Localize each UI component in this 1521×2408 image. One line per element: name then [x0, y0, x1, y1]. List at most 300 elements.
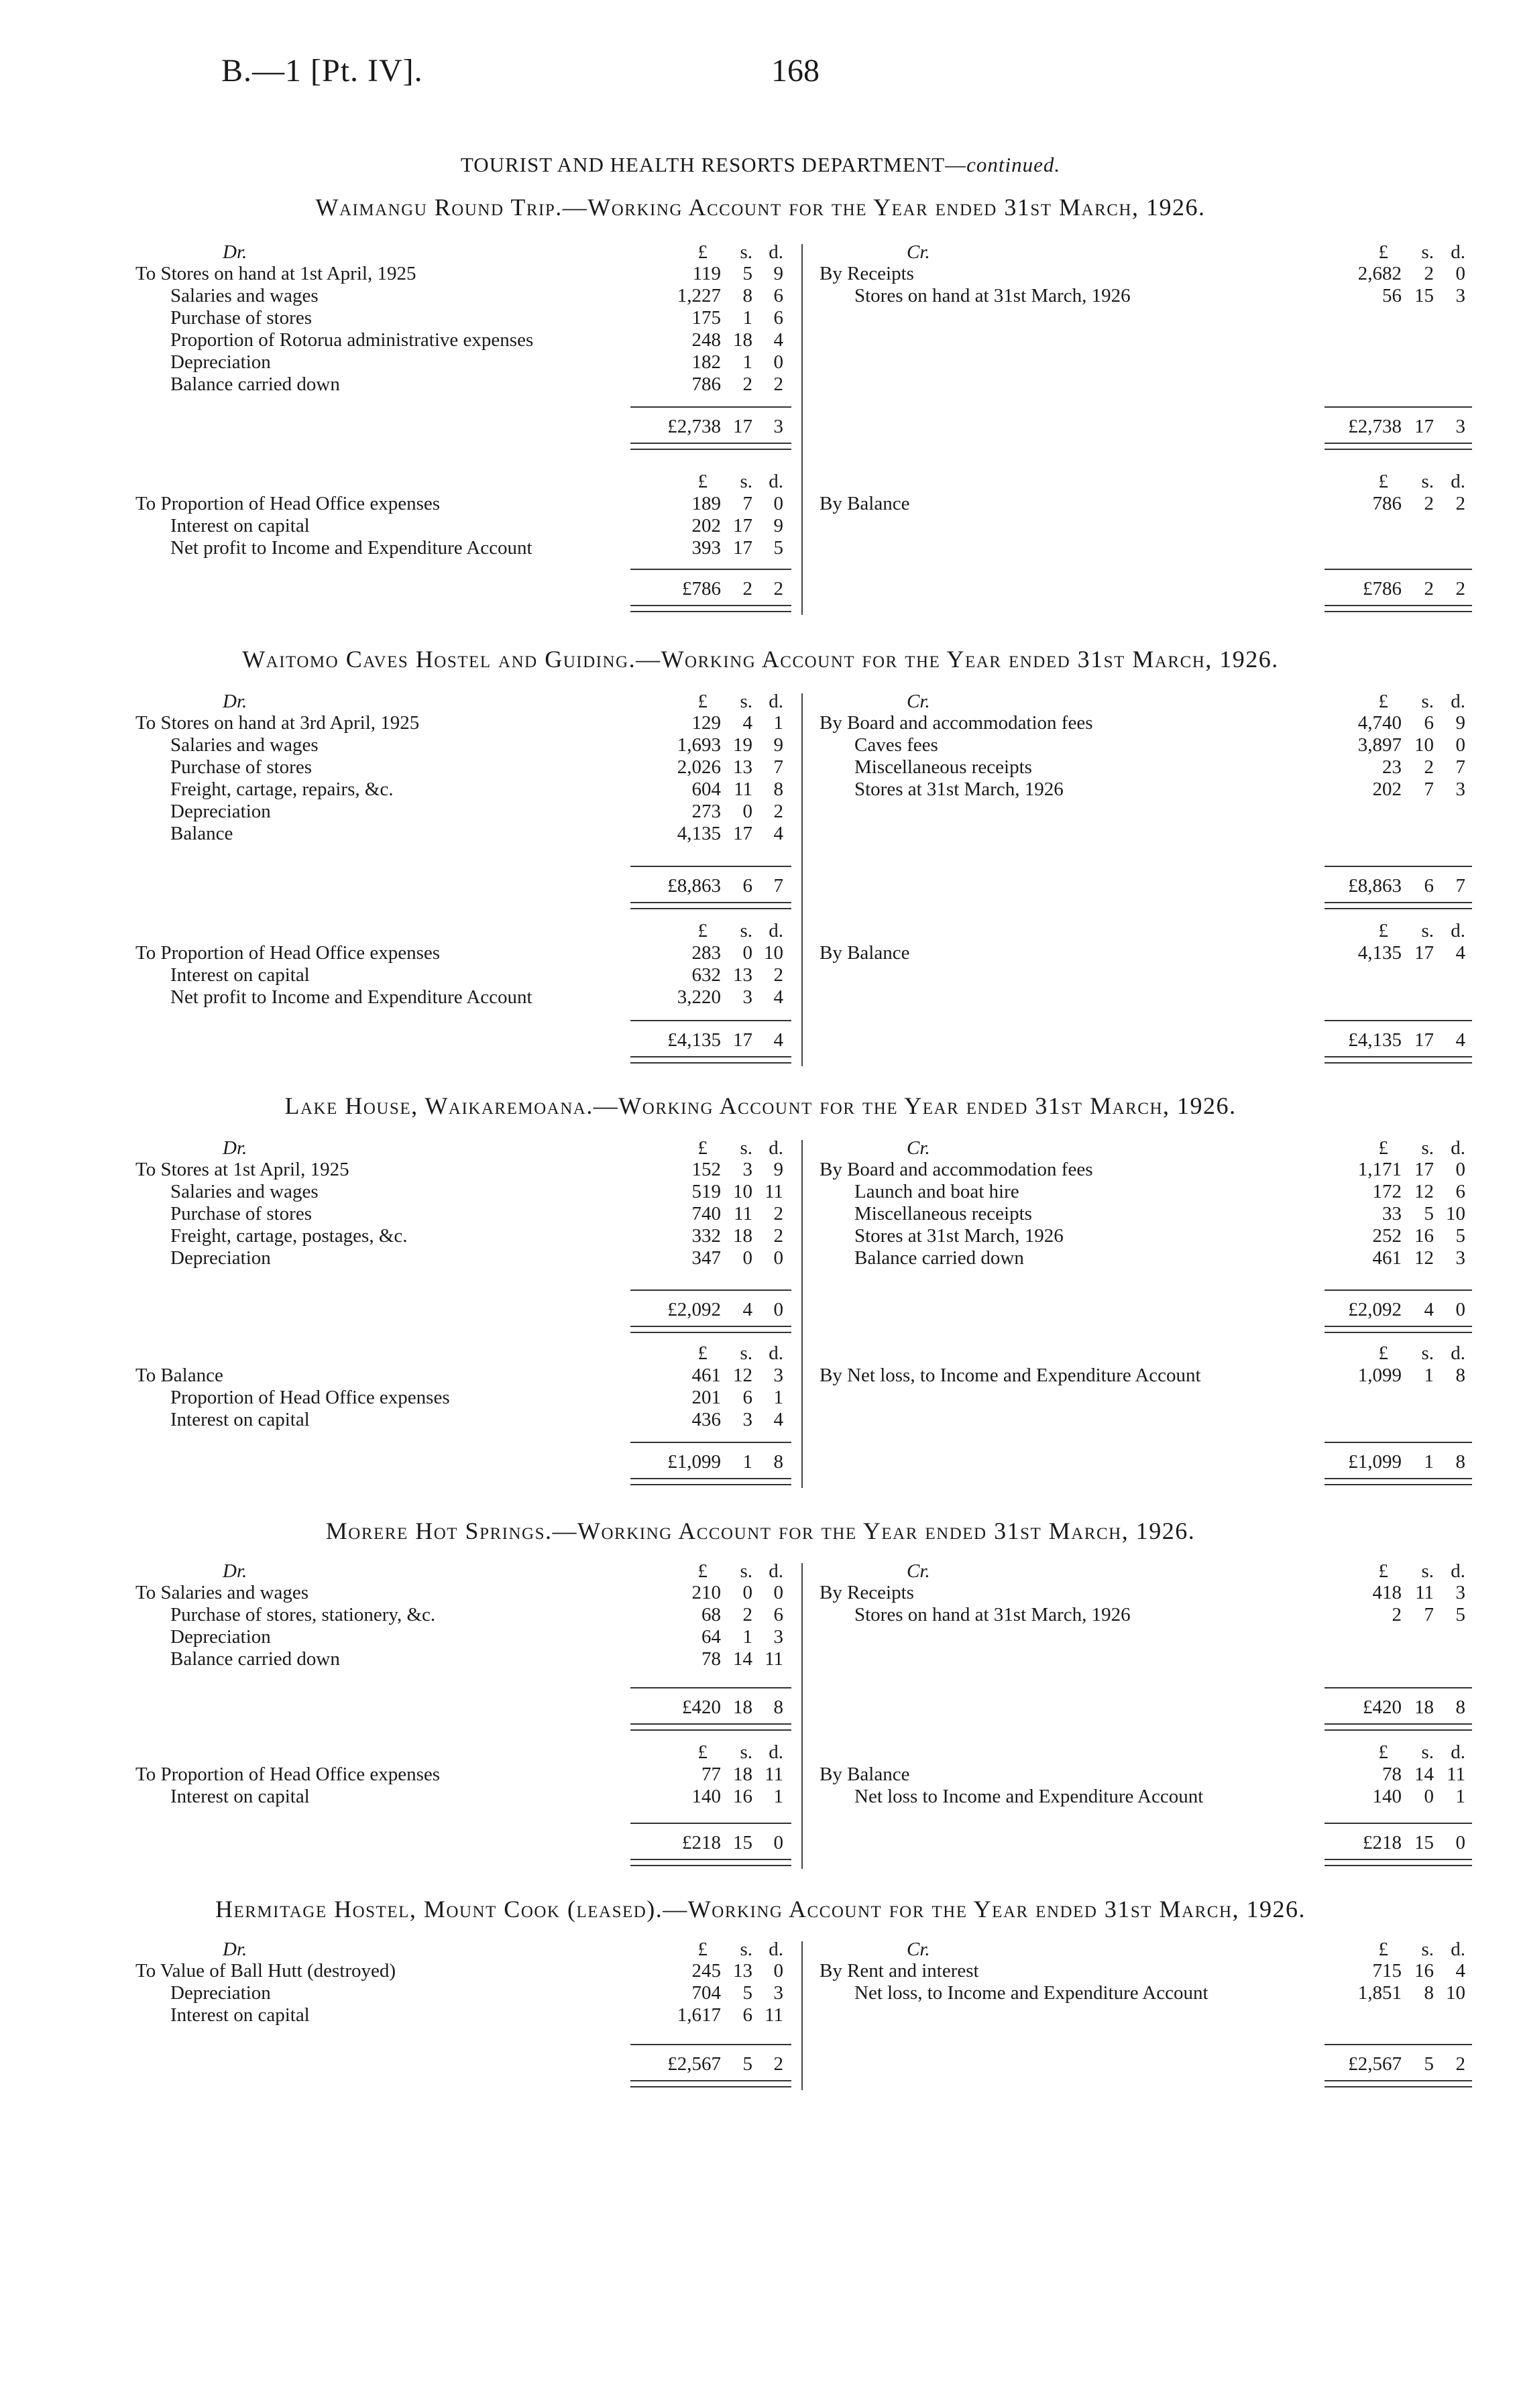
total-shillings: 5 — [742, 2053, 752, 2075]
pence-value: 10 — [1446, 1203, 1465, 1224]
debit-entry — [135, 1409, 783, 1431]
total-row — [0, 1832, 1521, 1854]
debit-entry — [135, 263, 783, 285]
pounds-value: 2 — [1392, 1604, 1402, 1625]
shillings-value: 13 — [733, 964, 752, 986]
total-rule — [630, 406, 791, 408]
entry-label: Salaries and wages — [170, 1181, 319, 1202]
department-continued: continued. — [966, 153, 1061, 176]
pounds-value: 64 — [701, 1626, 721, 1648]
debit-entry — [135, 1604, 783, 1626]
debit-entry — [135, 1203, 783, 1225]
account-title: Lake House, Waikaremoana.—Working Account for the Year ended 31st March, 1926. — [284, 1092, 1237, 1119]
total-pence: 2 — [773, 578, 783, 599]
double-rule — [630, 1478, 791, 1485]
debit-heading: Dr. — [223, 1560, 247, 1582]
debit-entry — [135, 964, 783, 986]
entry-label: Miscellaneous receipts — [854, 1203, 1032, 1224]
shillings-value: 12 — [733, 1365, 752, 1386]
pence-value: 3 — [1455, 1247, 1465, 1269]
shillings-value: 14 — [733, 1648, 752, 1670]
total-shillings: 1 — [742, 1451, 752, 1473]
total-rule — [1325, 1442, 1472, 1443]
column-headers — [820, 1939, 1465, 1961]
column-headers — [135, 1741, 783, 1764]
pence-value: 0 — [773, 493, 783, 514]
credit-entry — [820, 1159, 1465, 1181]
pence-column-head: d. — [1451, 1137, 1465, 1159]
pence-value: 5 — [1455, 1225, 1465, 1247]
credit-entry — [820, 1582, 1465, 1604]
debit-heading: Dr. — [223, 691, 247, 712]
double-rule — [1325, 1723, 1472, 1731]
debit-entry — [135, 756, 783, 779]
total-pence: 0 — [773, 1299, 783, 1320]
pounds-value: 119 — [692, 263, 721, 284]
pence-value: 2 — [773, 1225, 783, 1247]
shillings-value: 17 — [1414, 1159, 1434, 1180]
credit-entry — [820, 1960, 1465, 1982]
debit-entry — [135, 1387, 783, 1409]
total-pounds: £2,092 — [667, 1299, 721, 1320]
pound-column-head: £ — [1378, 1741, 1388, 1763]
debit-entry — [135, 712, 783, 734]
total-pounds: £218 — [1363, 1832, 1402, 1853]
shillings-value: 0 — [742, 942, 752, 964]
entry-label: To Stores at 1st April, 1925 — [135, 1159, 349, 1180]
column-headers — [135, 691, 783, 713]
entry-label: Salaries and wages — [170, 285, 319, 306]
pence-value: 2 — [773, 1203, 783, 1224]
credit-entry — [820, 1365, 1465, 1387]
shillings-value: 13 — [733, 1960, 752, 1982]
shilling-column-head: s. — [1421, 241, 1434, 263]
total-rule — [1325, 1020, 1472, 1021]
pounds-value: 283 — [691, 942, 721, 964]
pound-column-head: £ — [697, 1939, 708, 1960]
debit-entry — [135, 1181, 783, 1203]
shilling-column-head: s. — [1421, 1560, 1434, 1582]
total-pounds: £8,863 — [1348, 875, 1402, 897]
shillings-value: 17 — [733, 537, 752, 559]
shillings-value: 4 — [742, 712, 752, 734]
double-rule — [630, 1056, 791, 1064]
debit-heading: Dr. — [223, 1137, 247, 1159]
shillings-value: 11 — [734, 779, 752, 800]
pence-value: 3 — [773, 1982, 783, 2004]
shillings-value: 3 — [742, 1409, 752, 1430]
entry-label: By Balance — [820, 1764, 910, 1785]
entry-label: Purchase of stores — [170, 756, 313, 778]
pounds-value: 332 — [691, 1225, 721, 1247]
shillings-value: 6 — [742, 1387, 752, 1408]
shillings-value: 1 — [1424, 1365, 1434, 1386]
shillings-value: 0 — [742, 1582, 752, 1603]
debit-entry — [135, 942, 783, 964]
total-rule — [1325, 866, 1472, 867]
total-shillings: 2 — [742, 578, 752, 599]
total-shillings: 5 — [1424, 2053, 1434, 2075]
total-rule — [1325, 569, 1472, 570]
column-headers — [820, 920, 1465, 942]
entry-label: To Stores on hand at 1st April, 1925 — [135, 263, 416, 284]
department-heading — [0, 153, 1521, 177]
pound-column-head: £ — [697, 241, 708, 263]
pounds-value: 461 — [1372, 1247, 1402, 1269]
pounds-value: 189 — [691, 493, 721, 514]
pounds-value: 347 — [691, 1247, 721, 1269]
debit-entry — [135, 779, 783, 801]
pounds-value: 129 — [691, 712, 721, 734]
pence-value: 1 — [773, 1387, 783, 1408]
credit-entry — [820, 1786, 1465, 1808]
total-pence: 3 — [1455, 416, 1465, 437]
shillings-value: 7 — [1424, 779, 1434, 800]
pounds-value: 140 — [691, 1786, 721, 1807]
entry-label: Stores at 31st March, 1926 — [854, 779, 1064, 800]
shillings-value: 16 — [1414, 1225, 1434, 1247]
credit-entry — [820, 779, 1465, 801]
pence-column-head: d. — [1451, 1342, 1465, 1364]
total-pounds: £8,863 — [667, 875, 721, 897]
debit-entry — [135, 2004, 783, 2026]
pound-column-head: £ — [1378, 1939, 1388, 1960]
entry-label: To Salaries and wages — [135, 1582, 309, 1603]
total-rule — [1325, 2044, 1472, 2045]
pence-value: 1 — [773, 1786, 783, 1807]
credit-entry — [820, 1247, 1465, 1269]
pound-column-head: £ — [697, 471, 708, 492]
pounds-value: 248 — [691, 329, 721, 351]
pounds-value: 2,682 — [1357, 263, 1402, 284]
total-pounds: £2,567 — [1348, 2053, 1402, 2075]
shillings-value: 8 — [742, 285, 752, 306]
pence-column-head: d. — [769, 1137, 783, 1159]
total-rule — [1325, 406, 1472, 408]
entry-label: Interest on capital — [170, 515, 310, 536]
credit-entry — [820, 734, 1465, 756]
credit-entry — [820, 1225, 1465, 1247]
pounds-value: 56 — [1382, 285, 1402, 306]
total-pence: 8 — [1455, 1697, 1465, 1718]
total-rule — [630, 1442, 791, 1443]
entry-label: Net profit to Income and Expenditure Account — [170, 537, 532, 559]
pounds-value: 202 — [1372, 779, 1402, 800]
shillings-value: 17 — [733, 515, 752, 536]
entry-label: By Balance — [820, 493, 910, 514]
shillings-value: 1 — [742, 351, 752, 373]
debit-entry — [135, 1159, 783, 1181]
pence-value: 3 — [1455, 285, 1465, 306]
entry-label: Net loss, to Income and Expenditure Account — [854, 1982, 1208, 2004]
pence-column-head: d. — [769, 920, 783, 941]
total-rule — [630, 1020, 791, 1021]
total-pounds: £420 — [682, 1697, 721, 1718]
total-pence: 0 — [1455, 1832, 1465, 1853]
pounds-value: 786 — [691, 374, 721, 395]
pence-value: 4 — [773, 986, 783, 1008]
pence-value: 0 — [1455, 1159, 1465, 1180]
total-shillings: 17 — [1414, 1029, 1434, 1051]
entry-label: Salaries and wages — [170, 734, 319, 756]
pounds-value: 77 — [701, 1764, 721, 1785]
debit-entry — [135, 351, 783, 374]
pence-value: 2 — [773, 801, 783, 822]
shillings-value: 2 — [742, 374, 752, 395]
total-shillings: 17 — [733, 416, 752, 437]
debit-entry — [135, 515, 783, 537]
total-rule — [630, 1289, 791, 1291]
pence-column-head: d. — [1451, 471, 1465, 492]
account-title: Waimangu Round Trip.—Working Account for the Year ended 31st March, 1926. — [315, 194, 1206, 221]
entry-label: Purchase of stores, stationery, &c. — [170, 1604, 436, 1625]
pounds-value: 632 — [691, 964, 721, 986]
pence-value: 1 — [773, 712, 783, 734]
shilling-column-head: s. — [740, 691, 752, 712]
total-pence: 2 — [1455, 2053, 1465, 2075]
pence-column-head: d. — [1451, 1741, 1465, 1763]
shillings-value: 5 — [742, 1982, 752, 2004]
debit-entry — [135, 734, 783, 756]
pounds-value: 182 — [691, 351, 721, 373]
shillings-value: 1 — [742, 307, 752, 329]
pence-value: 6 — [773, 285, 783, 306]
pounds-value: 175 — [691, 307, 721, 329]
entry-label: To Proportion of Head Office expenses — [135, 942, 441, 964]
document-reference: B.—1 [Pt. IV]. — [221, 53, 423, 89]
pounds-value: 461 — [691, 1365, 721, 1386]
column-headers — [135, 1342, 783, 1365]
total-pence: 2 — [1455, 578, 1465, 599]
entry-label: Depreciation — [170, 1626, 271, 1648]
debit-heading: Dr. — [223, 241, 247, 263]
total-shillings: 17 — [1414, 416, 1434, 437]
entry-label: To Proportion of Head Office expenses — [135, 493, 441, 514]
credit-entry — [820, 493, 1465, 515]
shillings-value: 16 — [733, 1786, 752, 1807]
pence-value: 2 — [773, 374, 783, 395]
shillings-value: 7 — [1424, 1604, 1434, 1625]
pence-value: 2 — [773, 964, 783, 986]
pounds-value: 418 — [1372, 1582, 1402, 1603]
total-shillings: 4 — [1424, 1299, 1434, 1320]
total-pence: 4 — [1455, 1029, 1465, 1051]
total-shillings: 15 — [733, 1832, 752, 1853]
pounds-value: 436 — [691, 1409, 721, 1430]
double-rule — [630, 1326, 791, 1333]
pence-value: 11 — [765, 2004, 783, 2026]
pounds-value: 3,220 — [677, 986, 721, 1008]
entry-label: Interest on capital — [170, 2004, 310, 2026]
shilling-column-head: s. — [740, 1560, 752, 1582]
shilling-column-head: s. — [740, 471, 752, 492]
debit-entry — [135, 285, 783, 307]
double-rule — [1325, 902, 1472, 909]
shilling-column-head: s. — [740, 1137, 752, 1159]
pence-value: 3 — [773, 1626, 783, 1648]
pence-value: 9 — [773, 734, 783, 756]
pounds-value: 1,099 — [1357, 1365, 1402, 1386]
pence-column-head: d. — [769, 691, 783, 712]
entry-label: To Value of Ball Hutt (destroyed) — [135, 1960, 396, 1982]
credit-heading: Cr. — [907, 1560, 930, 1582]
total-pounds: £2,738 — [1348, 416, 1402, 437]
pounds-value: 23 — [1382, 756, 1402, 778]
column-divider — [801, 1563, 803, 1869]
entry-label: Interest on capital — [170, 1409, 310, 1430]
shillings-value: 8 — [1424, 1982, 1434, 2004]
total-rule — [630, 866, 791, 867]
pence-value: 9 — [773, 263, 783, 284]
debit-entry — [135, 1365, 783, 1387]
entry-label: By Net loss, to Income and Expenditure Account — [820, 1365, 1201, 1386]
pounds-value: 704 — [691, 1982, 721, 2004]
shillings-value: 17 — [733, 823, 752, 844]
shilling-column-head: s. — [1421, 1342, 1434, 1364]
pence-value: 11 — [765, 1648, 783, 1670]
total-pence: 7 — [1455, 875, 1465, 897]
pence-column-head: d. — [1451, 1560, 1465, 1582]
entry-label: By Rent and interest — [820, 1960, 979, 1982]
pounds-value: 1,693 — [677, 734, 721, 756]
entry-label: Net loss to Income and Expenditure Account — [854, 1786, 1204, 1807]
entry-label: To Stores on hand at 3rd April, 1925 — [135, 712, 420, 734]
pound-column-head: £ — [1378, 1560, 1388, 1582]
pence-value: 4 — [773, 329, 783, 351]
shillings-value: 19 — [733, 734, 752, 756]
credit-heading: Cr. — [907, 1939, 930, 1960]
pence-value: 6 — [1455, 1181, 1465, 1202]
pence-value: 0 — [773, 1582, 783, 1603]
total-shillings: 4 — [742, 1299, 752, 1320]
pounds-value: 252 — [1372, 1225, 1402, 1247]
shillings-value: 2 — [1424, 756, 1434, 778]
pence-column-head: d. — [769, 1741, 783, 1763]
total-pence: 0 — [1455, 1299, 1465, 1320]
pounds-value: 4,740 — [1357, 712, 1402, 734]
column-divider — [801, 244, 803, 615]
shillings-value: 6 — [742, 2004, 752, 2026]
double-rule — [630, 605, 791, 612]
shillings-value: 7 — [742, 493, 752, 514]
total-pence: 7 — [773, 875, 783, 897]
pounds-value: 1,851 — [1357, 1982, 1402, 2004]
pence-value: 3 — [773, 1365, 783, 1386]
entry-label: Purchase of stores — [170, 1203, 313, 1224]
entry-label: Depreciation — [170, 1982, 271, 2004]
pence-value: 0 — [773, 1960, 783, 1982]
pence-value: 6 — [773, 1604, 783, 1625]
total-pounds: £786 — [1363, 578, 1402, 599]
total-row — [0, 1697, 1521, 1719]
account-section — [0, 1895, 1521, 2364]
entry-label: Balance carried down — [854, 1247, 1024, 1269]
double-rule — [630, 1723, 791, 1731]
entry-label: Depreciation — [170, 801, 271, 822]
double-rule — [630, 902, 791, 909]
column-headers — [820, 1741, 1465, 1764]
column-headers — [820, 471, 1465, 493]
entry-label: By Receipts — [820, 263, 914, 284]
shillings-value: 18 — [733, 329, 752, 351]
shillings-value: 15 — [1414, 285, 1434, 306]
entry-label: To Balance — [135, 1365, 223, 1386]
total-pounds: £1,099 — [667, 1451, 721, 1473]
pound-column-head: £ — [697, 920, 708, 941]
debit-entry — [135, 1982, 783, 2004]
entry-label: By Board and accommodation fees — [820, 712, 1093, 734]
pound-column-head: £ — [697, 1137, 708, 1159]
pound-column-head: £ — [697, 1741, 708, 1763]
total-pence: 4 — [773, 1029, 783, 1051]
total-row — [0, 875, 1521, 897]
total-row — [0, 2053, 1521, 2075]
pence-value: 4 — [1455, 1960, 1465, 1982]
pence-value: 0 — [773, 1247, 783, 1269]
entry-label: Proportion of Head Office expenses — [170, 1387, 450, 1408]
pound-column-head: £ — [1378, 691, 1388, 712]
pounds-value: 1,227 — [677, 285, 721, 306]
pence-value: 9 — [773, 515, 783, 536]
debit-heading: Dr. — [223, 1939, 247, 1960]
double-rule — [630, 2080, 791, 2087]
total-pounds: £2,567 — [667, 2053, 721, 2075]
entry-label: By Balance — [820, 942, 910, 964]
entry-label: Purchase of stores — [170, 307, 313, 329]
debit-entry — [135, 1648, 783, 1670]
pound-column-head: £ — [1378, 241, 1388, 263]
entry-label: Stores on hand at 31st March, 1926 — [854, 285, 1131, 306]
pence-value: 4 — [773, 1409, 783, 1430]
entry-label: Launch and boat hire — [854, 1181, 1019, 1202]
total-pounds: £4,135 — [667, 1029, 721, 1051]
pence-column-head: d. — [769, 1939, 783, 1960]
shilling-column-head: s. — [1421, 1939, 1434, 1960]
total-row — [0, 416, 1521, 438]
shillings-value: 2 — [1424, 493, 1434, 514]
credit-entry — [820, 1764, 1465, 1786]
pound-column-head: £ — [697, 1342, 708, 1364]
column-divider — [801, 1140, 803, 1488]
pence-column-head: d. — [1451, 1939, 1465, 1960]
double-rule — [1325, 2080, 1472, 2087]
entry-label: Balance carried down — [170, 374, 340, 395]
total-shillings: 6 — [742, 875, 752, 897]
total-rule — [1325, 1289, 1472, 1291]
shillings-value: 0 — [742, 801, 752, 822]
total-row — [0, 1451, 1521, 1473]
pounds-value: 4,135 — [1357, 942, 1402, 964]
debit-entry — [135, 1626, 783, 1648]
pound-column-head: £ — [1378, 1342, 1388, 1364]
total-rule — [630, 1823, 791, 1824]
double-rule — [630, 1859, 791, 1866]
pence-value: 8 — [773, 779, 783, 800]
credit-entry — [820, 285, 1465, 307]
column-headers — [820, 691, 1465, 713]
debit-entry — [135, 329, 783, 351]
shillings-value: 10 — [1414, 734, 1434, 756]
credit-entry — [820, 263, 1465, 285]
pounds-value: 1,617 — [677, 2004, 721, 2026]
shillings-value: 18 — [733, 1225, 752, 1247]
pounds-value: 519 — [691, 1181, 721, 1202]
column-headers — [820, 1137, 1465, 1159]
pence-column-head: d. — [769, 241, 783, 263]
column-headers — [135, 1939, 783, 1961]
credit-heading: Cr. — [907, 1137, 930, 1159]
total-pounds: £4,135 — [1348, 1029, 1402, 1051]
